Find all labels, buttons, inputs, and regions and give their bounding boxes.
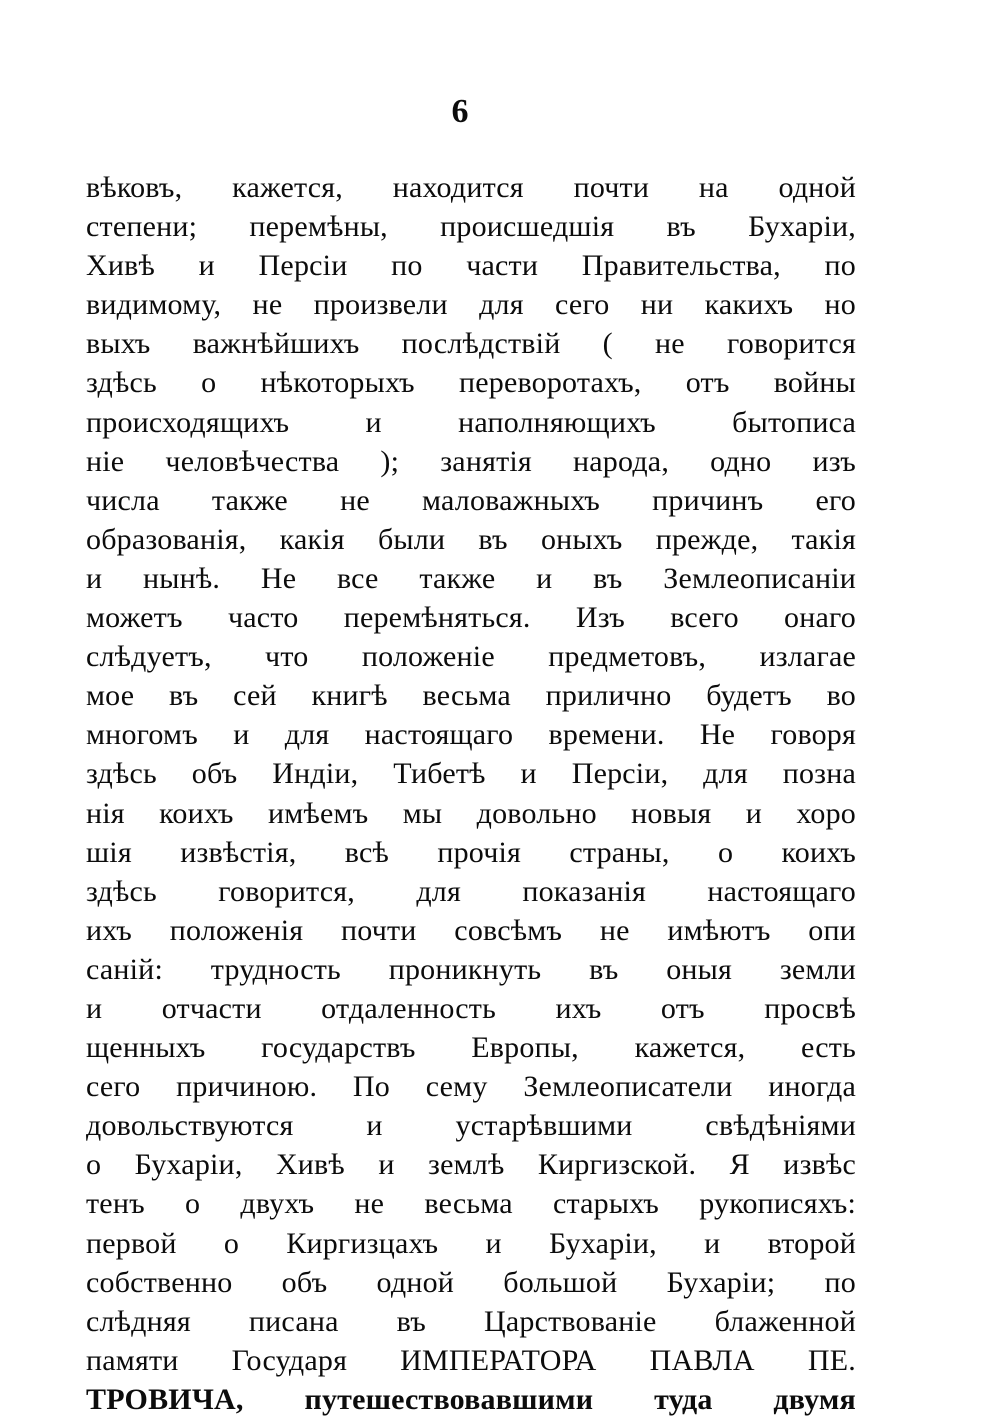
text-line: здѣсь о нѣкоторыхъ переворотахъ, отъ войны <box>86 366 856 400</box>
text-line: и нынѣ. Не все также и въ Землеописаніи <box>86 561 856 595</box>
text-line: ТРОВИЧА, путешествовавшими туда двумя <box>86 1382 856 1416</box>
text-line: саній: трудность проникнуть въ оныя земли <box>86 952 856 986</box>
text-line: многомъ и для настоящаго времени. Не говоря <box>86 718 856 752</box>
text-line: ихъ положенія почти совсѣмъ не имѣютъ опи <box>86 913 856 947</box>
text-line: памяти Государя ИМПЕРАТОРА ПАВЛА ПЕ. <box>86 1343 856 1377</box>
page-number: 6 <box>451 93 469 130</box>
text-line: тенъ о двухъ не весьма старыхъ рукописяхъ: <box>86 1187 856 1221</box>
text-line: выхъ важнѣйшихъ послѣдствій ( не говорится <box>86 327 856 361</box>
text-line: вѣковъ, кажется, находится почти на одной <box>86 171 856 204</box>
text-line: здѣсь говорится, для показанія настоящаго <box>86 874 856 908</box>
text-line: Хивѣ и Персіи по части Правительства, по <box>86 249 856 283</box>
text-line: происходящихъ и наполняющихъ бытописа <box>86 405 856 439</box>
text-line: видимому, не произвели для сего ни какихъ но <box>86 288 856 322</box>
text-line: степени; перемѣны, происшедшія въ Бухаріи, <box>86 210 856 244</box>
text-line: слѣдняя писана въ Царствованіе блаженной <box>86 1304 856 1338</box>
text-line: собственно объ одной большой Бухаріи; по <box>86 1265 856 1299</box>
text-line: первой о Киргизцахъ и Бухаріи, и второй <box>86 1226 856 1260</box>
text-line: сего причиною. По сему Землеописатели иногда <box>86 1070 856 1104</box>
body-text <box>86 168 856 1419</box>
text-line: и отчасти отдаленность ихъ отъ просвѣ <box>86 991 856 1025</box>
text-line: здѣсь объ Индіи, Тибетѣ и Персіи, для позна <box>86 757 856 791</box>
text-line: числа также не маловажныхъ причинъ его <box>86 483 856 517</box>
text-line: о Бухаріи, Хивѣ и землѣ Киргизской. Я извѣс <box>86 1148 856 1182</box>
text-line: нія коихъ имѣемъ мы довольно новыя и хоро <box>86 796 856 830</box>
text-line: мое въ сей книгѣ весьма прилично будетъ во <box>86 679 856 713</box>
text-line: щенныхъ государствъ Европы, кажется, есть <box>86 1031 856 1065</box>
text-line: образованія, какія были въ оныхъ прежде, такія <box>86 522 856 556</box>
text-line: слѣдуетъ, что положеніе предметовъ, излагае <box>86 640 856 674</box>
text-line: ніе человѣчества ); занятія народа, одно изъ <box>86 444 856 478</box>
text-line: довольствуются и устарѣвшими свѣдѣніями <box>86 1109 856 1143</box>
text-line: можетъ часто перемѣняться. Изъ всего онаго <box>86 601 856 635</box>
text-line: шія извѣстія, всѣ прочія страны, о коихъ <box>86 835 856 869</box>
